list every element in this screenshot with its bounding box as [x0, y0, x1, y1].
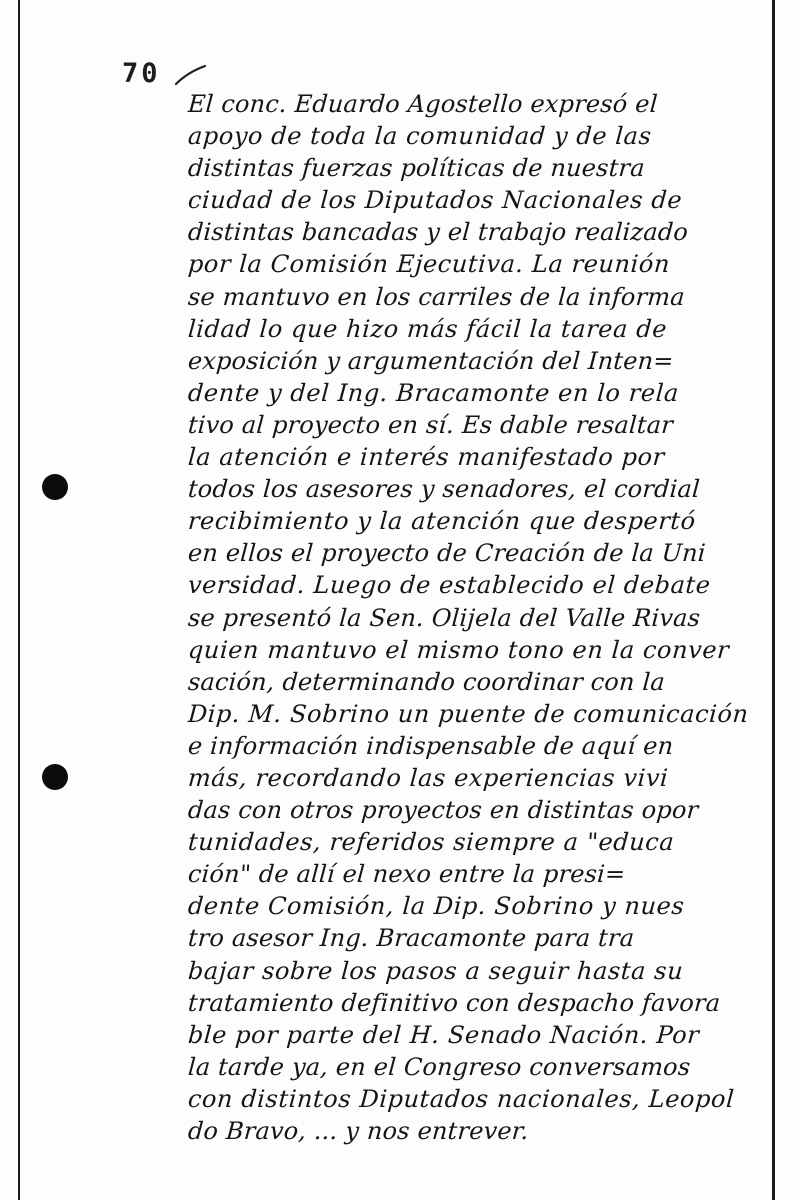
text-line: ción" de allí el nexo entre la presi=: [187, 860, 627, 889]
text-line: Dip. M. Sobrino un puente de comunicación: [187, 699, 750, 728]
text-line: todos los asesores y senadores, el cordial: [187, 475, 701, 504]
text-line: apoyo de toda la comunidad y de las: [187, 122, 653, 151]
text-line: ble por parte del H. Senado Nación. Por: [187, 1020, 701, 1049]
text-line: se presentó la Sen. Olijela del Valle Rivas: [187, 603, 702, 632]
text-line: la atención e interés manifestado por: [187, 443, 666, 472]
text-line: quien mantuvo el mismo tono en la conver: [187, 635, 731, 664]
text-line: sación, determinando coordinar con la: [187, 667, 666, 696]
page-number: 70: [122, 58, 161, 89]
text-line: tratamiento definitivo con despacho favora: [187, 988, 722, 1017]
text-line: bajar sobre los pasos a seguir hasta su: [187, 956, 685, 985]
punch-hole-top: [42, 474, 68, 500]
text-line: en ellos el proyecto de Creación de la Uni: [187, 539, 707, 568]
text-line: exposición y argumentación del Inten=: [187, 346, 675, 375]
page-number-slash-mark: [172, 64, 208, 86]
page-right-edge: [772, 0, 775, 1200]
text-line: distintas bancadas y el trabajo realizado: [187, 218, 690, 247]
punch-hole-bottom: [42, 764, 68, 790]
text-line: distintas fuerzas políticas de nuestra: [187, 154, 646, 183]
text-line: versidad. Luego de establecido el debate: [187, 571, 712, 600]
text-line: tro asesor Ing. Bracamonte para tra: [187, 924, 636, 953]
text-line: tivo al proyecto en sí. Es dable resaltar: [187, 410, 674, 439]
text-line: do Bravo, ... y nos entrever.: [187, 1117, 530, 1145]
text-line: ciudad de los Diputados Nacionales de: [187, 186, 684, 215]
text-line: la tarde ya, en el Congreso conversamos: [187, 1052, 692, 1081]
text-line: das con otros proyectos en distintas opor: [187, 796, 700, 825]
handwritten-text-block: [188, 88, 768, 1147]
text-line: El conc. Eduardo Agostello expresó el: [187, 90, 659, 118]
text-line: se mantuvo en los carriles de la informa: [187, 282, 686, 311]
page-left-edge: [18, 0, 20, 1200]
text-line: recibimiento y la atención que despertó: [187, 507, 697, 536]
text-line: por la Comisión Ejecutiva. La reunión: [187, 250, 672, 279]
text-line: dente Comisión, la Dip. Sobrino y nues: [187, 892, 686, 921]
text-line: lidad lo que hizo más fácil la tarea de: [187, 314, 669, 343]
text-line: tunidades, referidos siempre a "educa: [187, 828, 676, 857]
text-line: dente y del Ing. Bracamonte en lo rela: [187, 378, 680, 407]
text-line: con distintos Diputados nacionales, Leopol: [187, 1084, 736, 1113]
text-line: e información indispensable de aquí en: [187, 731, 675, 760]
text-line: más, recordando las experiencias vivi: [187, 763, 670, 792]
